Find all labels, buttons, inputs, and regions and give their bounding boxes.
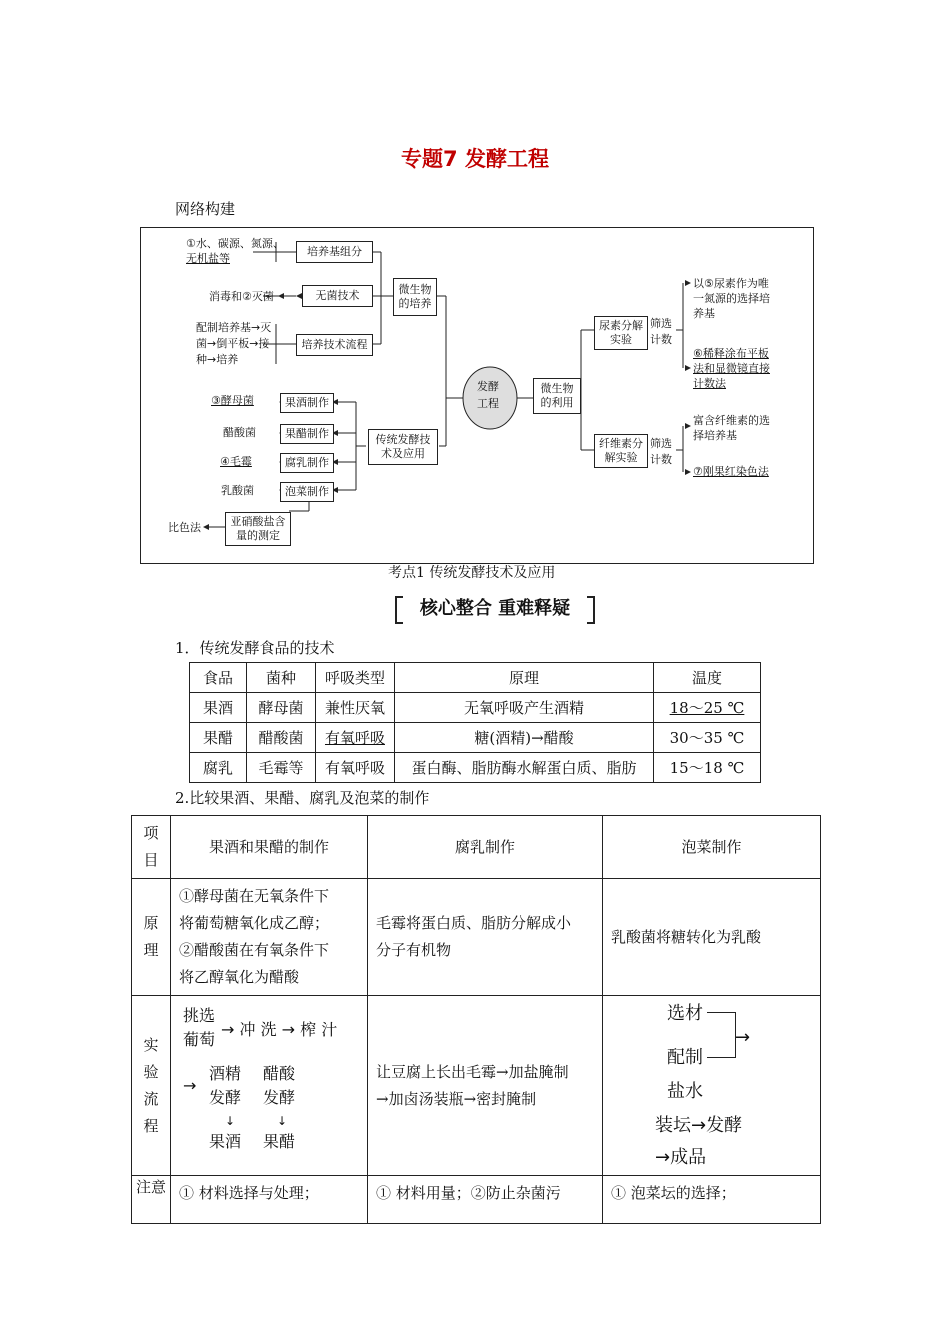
section-2-title: 2.比较果酒、果醋、腐乳及泡菜的制作 — [175, 789, 430, 807]
table-cell: 蛋白酶、脂肪酶水解蛋白质、脂肪 — [395, 753, 654, 783]
urea-note: 以⑤尿素作为唯 一氮源的选择培 养基 — [693, 277, 770, 320]
text-line: 盐水 — [667, 1081, 703, 1102]
header-cell: 菌种 — [247, 663, 316, 693]
table-cell: ① 材料选择与处理； — [171, 1176, 368, 1224]
table-cell — [368, 879, 603, 996]
urea-box: 尿素分解 实验 — [594, 316, 648, 350]
tofu-box: 腐乳制作 — [280, 453, 334, 473]
nitrite-box: 亚硝酸盐含 量的测定 — [225, 512, 291, 546]
congo-note: ⑦刚果红染色法 — [693, 465, 769, 478]
table-cell — [171, 996, 368, 1176]
section-1-title: 1．传统发酵食品的技术 — [175, 639, 335, 657]
text-line: 将葡萄糖氧化成乙醇； — [179, 914, 330, 932]
text-line: 选材 — [667, 1003, 703, 1024]
cellulose-box: 纤维素分 解实验 — [594, 434, 648, 468]
text-line: 果醋 — [263, 1132, 296, 1151]
table-cell: 30～35 ℃ — [654, 723, 761, 753]
table-cell: 毛霉等 — [247, 753, 316, 783]
table-cell: ① 材料用量；②防止杂菌污 — [368, 1176, 603, 1224]
arrow: → — [735, 1027, 751, 1048]
concept-map — [140, 227, 814, 564]
bracket — [707, 1012, 736, 1058]
acetic-label: 醋酸菌 — [223, 426, 256, 439]
table-cell: 乳酸菌将糖转化为乳酸 — [603, 879, 821, 996]
cellulose-note: 富含纤维素的选 择培养基 — [693, 414, 770, 442]
table-header-row — [190, 663, 761, 693]
table-cell: 15～18 ℃ — [654, 753, 761, 783]
table-cell: 腐乳 — [190, 753, 247, 783]
table-cell: ① 泡菜坛的选择； — [603, 1176, 821, 1224]
row-label: 实验流程 — [132, 996, 171, 1176]
text-line: ②醋酸菌在有氧条件下 — [179, 941, 330, 959]
table-header-row — [132, 816, 821, 879]
text-line: 果酒 — [209, 1132, 242, 1151]
color-method: 比色法 — [168, 521, 201, 534]
lactic-label: 乳酸菌 — [221, 484, 254, 497]
down-arrow: ↓ — [277, 1114, 288, 1128]
table-cell: 有氧呼吸 — [316, 723, 395, 753]
text-line: 醋酸 发酵 — [263, 1064, 296, 1107]
culture-box: 微生物 的培养 — [393, 278, 437, 316]
text-line: 分子有机物 — [376, 941, 452, 959]
text-line: 毛霉将蛋白质、脂肪分解成小 — [376, 914, 572, 932]
traditional-box: 传统发酵技 术及应用 — [368, 429, 438, 465]
header-cell: 腐乳制作 — [368, 816, 603, 879]
comparison-table — [131, 815, 821, 1224]
sterile-box: 无菌技术 — [302, 285, 373, 307]
flow-box: 培养技术流程 — [296, 334, 373, 356]
text-line: 酒精 发酵 — [209, 1064, 242, 1107]
table-row — [190, 753, 761, 783]
header-cell: 温度 — [654, 663, 761, 693]
network-heading: 网络构建 — [175, 200, 236, 218]
center-label: 发酵 工程 — [477, 380, 499, 410]
sterile-note: 消毒和②灭菌 — [209, 290, 274, 303]
row-label: 注意 — [132, 1176, 171, 1224]
page-title: 专题7 发酵工程 — [401, 147, 549, 171]
arrow: → — [183, 1076, 197, 1095]
table-cell: 有氧呼吸 — [316, 753, 395, 783]
table-cell: 18～25 ℃ — [654, 693, 761, 723]
table-row — [190, 723, 761, 753]
down-arrow: ↓ — [225, 1114, 236, 1128]
table-cell: 兼性厌氧 — [316, 693, 395, 723]
header-cell: 呼吸类型 — [316, 663, 395, 693]
table-row — [190, 693, 761, 723]
screen-count-2: 筛选 计数 — [650, 437, 672, 466]
row-label: 原理 — [132, 879, 171, 996]
text-line: ①酵母菌在无氧条件下 — [179, 887, 330, 905]
table-cell: 果醋 — [190, 723, 247, 753]
dilute-note: ⑥稀释涂布平板 法和显微镜直接 计数法 — [693, 347, 770, 390]
table-row — [132, 1176, 821, 1224]
screen-count-1: 筛选 计数 — [650, 317, 672, 346]
medium-box: 培养基组分 — [296, 241, 373, 263]
flow-note: 配制培养基→灭 菌→倒平板→接 种→培养 — [196, 321, 272, 366]
table-cell — [171, 879, 368, 996]
pickle-box: 泡菜制作 — [280, 482, 334, 502]
text-line: 挑选 葡萄 — [183, 1006, 216, 1049]
text-line: 装坛→发酵 — [655, 1115, 743, 1136]
nutrients-note: ①水、碳源、氮源、 无机盐等 — [186, 237, 284, 265]
table-cell: 酵母菌 — [247, 693, 316, 723]
yeast-label: ③酵母菌 — [211, 394, 254, 407]
table-cell: 无氧呼吸产生酒精 — [395, 693, 654, 723]
fruit-wine-flow — [179, 1000, 359, 1170]
table-cell: 醋酸菌 — [247, 723, 316, 753]
table-cell — [603, 996, 821, 1176]
table-row — [132, 879, 821, 996]
fermentation-table — [189, 662, 761, 783]
text-line: 将乙醇氧化为醋酸 — [179, 968, 300, 986]
text-line: →成品 — [655, 1147, 707, 1168]
text-line: → 冲 洗 → 榨 汁 — [221, 1020, 338, 1039]
text-line: →加卤汤装瓶→密封腌制 — [376, 1089, 537, 1108]
header-cell: 果酒和果醋的制作 — [171, 816, 368, 879]
vinegar-box: 果醋制作 — [280, 424, 334, 444]
header-cell: 原理 — [395, 663, 654, 693]
table-cell: 果酒 — [190, 693, 247, 723]
wine-box: 果酒制作 — [280, 393, 334, 413]
header-cell: 食品 — [190, 663, 247, 693]
table-row — [132, 996, 821, 1176]
mold-label: ④毛霉 — [220, 455, 252, 468]
text-line: 配制 — [667, 1047, 703, 1068]
kaodian-heading: 考点1 传统发酵技术及应用 — [388, 565, 556, 581]
text-line: 让豆腐上长出毛霉→加盐腌制 — [376, 1062, 569, 1081]
header-cell: 泡菜制作 — [603, 816, 821, 879]
table-cell: 糖(酒精)→醋酸 — [395, 723, 654, 753]
table-cell — [368, 996, 603, 1176]
pickle-flow — [611, 1000, 812, 1170]
use-box: 微生物 的利用 — [533, 378, 581, 414]
header-cell: 项目 — [132, 816, 171, 879]
key-points-banner: 核心整合 重难释疑 — [395, 594, 595, 624]
